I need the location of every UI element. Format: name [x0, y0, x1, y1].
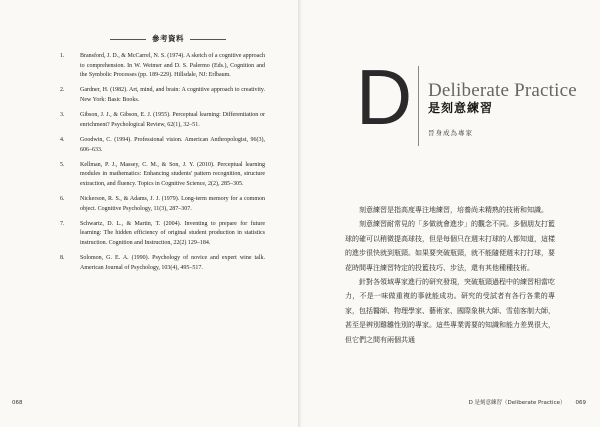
references-list — [60, 52, 265, 279]
running-footer-title: D 是刻意練習（Deliberate Practice） — [468, 400, 566, 406]
reference-item — [60, 161, 265, 190]
reference-text: Nickerson, R. S., & Adams, J. J. (1979). Long-term memory for a common object. Cognitive Psychology, 11(3), 287–307. — [80, 196, 265, 212]
reference-item — [60, 220, 265, 249]
paragraph: 刻意練習耐常見的「多做就會進步」的觀念不同。多個朋友打籃球的確可以稍微提高球技，但是每個只在週末打球的人都知道，這樣的進步很快就到瓶頸。如果要突破瓶頸，就不能隨便週末打打球，要花時間專注練習特定的投籃技巧、步法，還有其他種種技術。 — [345, 220, 555, 272]
reference-text: Kellman, P. J., Massey, C. M., & Son, J. Y. (2010). Perceptual learning modules in mathematics: Enhancing students' pattern recognition, structure extraction, and fluency. Topics in Cognitive Science, 2(2), 285–305. — [80, 161, 265, 187]
paragraph: 針對各領域專家進行的研究發現，突破瓶頸過程中的練習相當吃力，不是一味做重複的事就能成功。研究的受試者有各行各業的專家，包括醫師、物理學家、藝術家、國際象棋大師、雪茄客制大師，甚至是辨別雞雛性別的專家。這些專業需要的知識和能力差異很大，但它們之間有兩個共通 — [345, 278, 555, 344]
running-footer-right — [469, 398, 586, 406]
heading-rule-right — [190, 39, 226, 40]
reference-item — [60, 254, 265, 273]
book-gutter — [298, 0, 302, 427]
references-heading-text: 參考資料 — [152, 34, 184, 43]
reference-number: 5. — [60, 161, 65, 168]
reference-number: 8. — [60, 255, 65, 262]
reference-item — [60, 111, 265, 130]
chapter-title-english: Deliberate Practice — [428, 80, 577, 101]
reference-text: Gardner, H. (1982). Art, mind, and brain: A cognitive approach to creativity. New York: Basic Books. — [80, 87, 265, 103]
reference-item — [60, 136, 265, 155]
reference-item — [60, 195, 265, 214]
page-number-right: 069 — [575, 400, 586, 406]
chapter-title-chinese: 是刻意練習 — [428, 101, 494, 115]
reference-number: 4. — [60, 136, 65, 143]
heading-rule-left — [110, 39, 146, 40]
references-heading — [68, 33, 268, 44]
reference-text: Solomon, G. E. A. (1990). Psychology of novice and expert wine talk. American Journal of Psychology, 103(4), 495–517. — [80, 255, 265, 271]
reference-number: 2. — [60, 87, 65, 94]
reference-number: 1. — [60, 53, 65, 59]
chapter-divider — [418, 66, 419, 146]
reference-text: Gibson, J. J., & Gibson, E. J. (1955). Perceptual learning: Differentiation or enrichment? Psychological Review, 62(1), 32–51. — [80, 112, 265, 128]
left-page — [0, 0, 298, 427]
reference-text: Goodwin, C. (1994). Professional vision. American Anthropologist, 96(3), 606–633. — [80, 136, 265, 153]
reference-number: 3. — [60, 112, 65, 119]
page-number-left: 068 — [12, 400, 23, 406]
chapter-subtitle: 晉身成為專家 — [428, 129, 473, 137]
reference-text: Schwartz, D. L., & Martin, T. (2004). Inventing to prepare for future learning: The hidden efficiency of original student production in statistics instruction. Cognition and Instruction, 22(2) 129–184. — [80, 220, 265, 247]
body-text — [345, 203, 555, 347]
paragraph: 刻意練習是指高度專注地練習，培養尚未精熟的技術和知識。 — [359, 206, 548, 214]
reference-number: 6. — [60, 196, 65, 203]
reference-number: 7. — [60, 220, 65, 227]
chapter-letter: D — [355, 53, 413, 141]
reference-item — [60, 52, 265, 81]
reference-text: Bransford, J. D., & McCarrel, N. S. (1974). A sketch of a cognitive approach to comprehension. In W. Weimer and D. S. Palermo (Eds.), Cognition and the Symbolic Processes (pp. 189-229). Hillsdale, NJ: Erlbaum. — [80, 53, 265, 79]
reference-item — [60, 86, 265, 105]
